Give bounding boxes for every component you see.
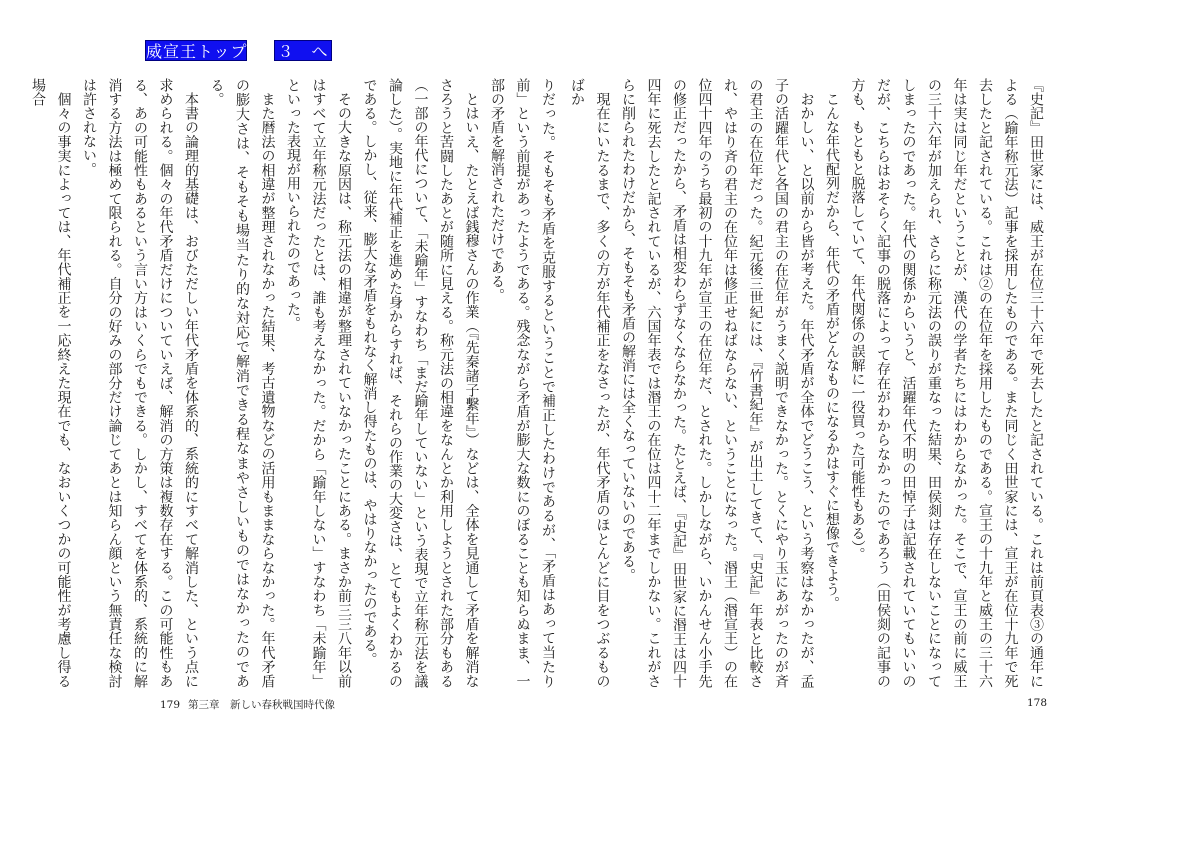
next-page-button[interactable]: ３ へ	[274, 40, 332, 61]
left-page-text	[30, 78, 560, 689]
chapter-title: 第三章 新しい春秋戦国時代像	[188, 699, 336, 711]
page-number: 179	[160, 699, 181, 711]
left-page-footer	[160, 697, 335, 712]
page-number: 178	[1027, 697, 1048, 709]
paragraph: また暦法の相違が整理されなかった結果、考古遺物などの活用もままならなかった。年代矛盾の膨大さは、そもそも場当たり的な対応で解消できる程なまやさしいものではなかったのである。	[208, 78, 276, 688]
paragraph: 『史記』田世家には、威王が在位三十六年で死去したと記されている。これは前頁表③の通年による（踰年称元法）記事を採用したものである。また同じく田世家には、宣王が在位十九年で死去したと記されている。これは②の在位年を採用したものである。宣王の十九年と威王の三十六年は実は同じ年だということが、漢代の学者たちにはわからなかった。そこで、宣王の前に威王の三十六年が加えられ、さらに称元法の誤りが重なった結果、田侯剡は存在しないことになってしまったのであった。年代の関係からいうと、活躍年代不明の田悼子は記載されていてもいいのだが、こちらはおそらく記事の脱落によって存在がわからなかったのであろう（田侯剡の記事の方も、もともと脱落していて、年代関係の誤解に一役買った可能性もある）。	[849, 78, 1044, 689]
top-nav-button[interactable]: 威宣王トップ	[146, 42, 248, 61]
paragraph: りだった。そもそも矛盾を克服するということで補正したわけであるが、「矛盾はあって当たり前」という前提があったようである。残念ながら矛盾が膨大な数にのぼることも知らぬまま、一部の矛盾を解消されただけである。	[489, 78, 556, 688]
paragraph: こんな年代配列だから、年代の矛盾がどんなものになるかはすぐに想像できよう。	[824, 92, 840, 610]
paragraph: 現在にいたるまで、多くの方が年代補正をなさったが、年代矛盾のほとんどに目をつぶるものばか	[569, 78, 611, 688]
paragraph: とはいえ、たとえば銭穆さんの作業（『先秦諸子繫年』）などは、全体を見通して矛盾を解消なさろうと苦闘したあとが随所に見える。称元法の相違をなんとか利用しようとされた部分もある（一部の年代について、「未踰年」すなわち「まだ踰年していない」という表現で立年称元法を議論した）。実地に年代補正を進めた身からすれば、それらの作業の大変さは、とてもよくわかるのである。しかし、従来、膨大な矛盾をもれなく解消し得たものは、やはりなかったのである。	[361, 78, 480, 689]
paragraph: 本書の論理的基礎は、おびただしい年代矛盾を体系的、系統的にすべて解消した、という点に求められる。個々の年代矛盾だけについていえば、解消の方策は複数存在する。この可能性もある、あの可能性もあるという言い方はいくらでもできる。しかし、すべてを体系的、系統的に解消する方法は極めて限られる。自分の好みの部分だけ論じてあとは知らん顔という無責任な検討は許されない。	[81, 78, 199, 688]
right-page-footer	[1027, 697, 1047, 709]
paragraph: おかしい、と以前から皆が考えた。年代矛盾が全体でどうこう、という考察はなかったが、孟子の活躍年代と各国の君主の在位年がうまく説明できなかった。とくにやり玉にあがったのが斉の君主の在位年だった。紀元後三世紀には、『竹書紀年』が出土してきて、『史記』年表と比較され、やはり斉の君主の在位年は修正せねばならない、ということになった。湣王（湣宣王）の在位四十四年のうち最初の十九年が宣王の在位年だ、とされた。しかしながら、いかんせん小手先の修正だったから、矛盾は相変わらずなくならなかった。たとえば、『史記』田世家に湣王は四十四年に死去したと記されているが、六国年表では湣王の在位は四十二年までしかない。これがさらに削られたわけだから、そもそも矛盾の解消には全くなっていないのである。	[620, 78, 815, 688]
paragraph: 個々の事実によっては、年代補正を一応終えた現在でも、なおいくつかの可能性が考慮し得る場合	[30, 78, 72, 689]
right-page-text	[569, 78, 1048, 689]
paragraph: その大きな原因は、称元法の相違が整理されていなかったことにある。まさか前三三八年以前はすべて立年称元法だったとは、誰も考えなかった。だから「踰年しない」すなわち「未踰年」といった表現が用いられたのであった。	[285, 78, 352, 688]
